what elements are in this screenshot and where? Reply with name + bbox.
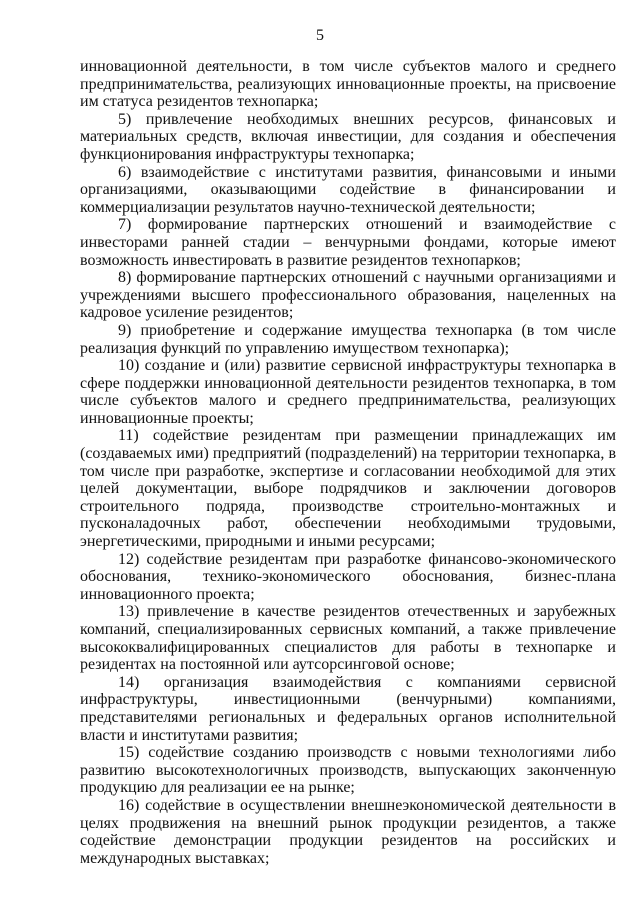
paragraph-continuation: инновационной деятельности, в том числе субъектов малого и среднего предпринимательства, реализующих инновационные проекты, на присвоение им статуса резидентов технопарка;: [80, 58, 616, 111]
list-item-9: 9) приобретение и содержание имущества технопарка (в том числе реализация функций по управлению имуществом технопарка);: [80, 321, 616, 357]
list-item-16: 16) содействие в осуществлении внешнеэкономической деятельности в целях продвижения на внешний рынок продукции резидентов, а также содействие демонстрации продукции резидентов на российских и международных выставках;: [80, 796, 616, 867]
list-item-10: 10) создание и (или) развитие сервисной инфраструктуры технопарка в сфере поддержки инновационной деятельности резидентов технопарка, в том числе субъектов малого и среднего предпринимательства, реализующих инновационные проекты;: [80, 357, 616, 427]
list-item-11: 11) содействие резидентам при размещении принадлежащих им (создаваемых ими) предприятий (подразделений) на территории технопарка, в том числе при разработке, экспертизе и согласовании необходимой для этих целей документации, выборе подрядчиков и заключении договоров строительного подряда, производстве строительно-монтажных и пусконаладочных работ, обеспечении необходимыми трудовыми, энергетическими, природными и иными ресурсами;: [80, 427, 616, 551]
list-item-7: 7) формирование партнерских отношений и взаимодействие с инвесторами ранней стадии – венчурными фондами, которые имеют возможность инвестировать в развитие резидентов технопарков;: [80, 216, 616, 269]
list-item-8: 8) формирование партнерских отношений с научными организациями и учреждениями высшего профессионального образования, нацеленных на кадровое усиление резидентов;: [80, 269, 616, 322]
document-body: [80, 58, 616, 867]
page-number: 5: [316, 27, 324, 44]
list-item-6: 6) взаимодействие с институтами развития, финансовыми и иными организациями, оказывающими содействие в финансировании и коммерциализации результатов научно-технической деятельности;: [80, 163, 616, 216]
list-item-15: 15) содействие созданию производств с новыми технологиями либо развитию высокотехнологичных производств, выпускающих законченную продукцию для реализации ее на рынке;: [80, 744, 616, 797]
list-item-12: 12) содействие резидентам при разработке финансово-экономического обоснования, технико-экономического обоснования, бизнес-плана инновационного проекта;: [80, 550, 616, 603]
list-item-14: 14) организация взаимодействия с компаниями сервисной инфраструктуры, инвестиционными (венчурными) компаниями, представителями региональных и федеральных органов исполнительной власти и институтами развития;: [80, 673, 616, 744]
list-item-13: 13) привлечение в качестве резидентов отечественных и зарубежных компаний, специализированных сервисных компаний, а также привлечение высококвалифицированных специалистов для работы в технопарке и резидентах на постоянной или аутсорсинговой основе;: [80, 603, 616, 674]
list-item-5: 5) привлечение необходимых внешних ресурсов, финансовых и материальных средств, включая инвестиции, для создания и обеспечения функционирования инфраструктуры технопарка;: [80, 110, 616, 163]
